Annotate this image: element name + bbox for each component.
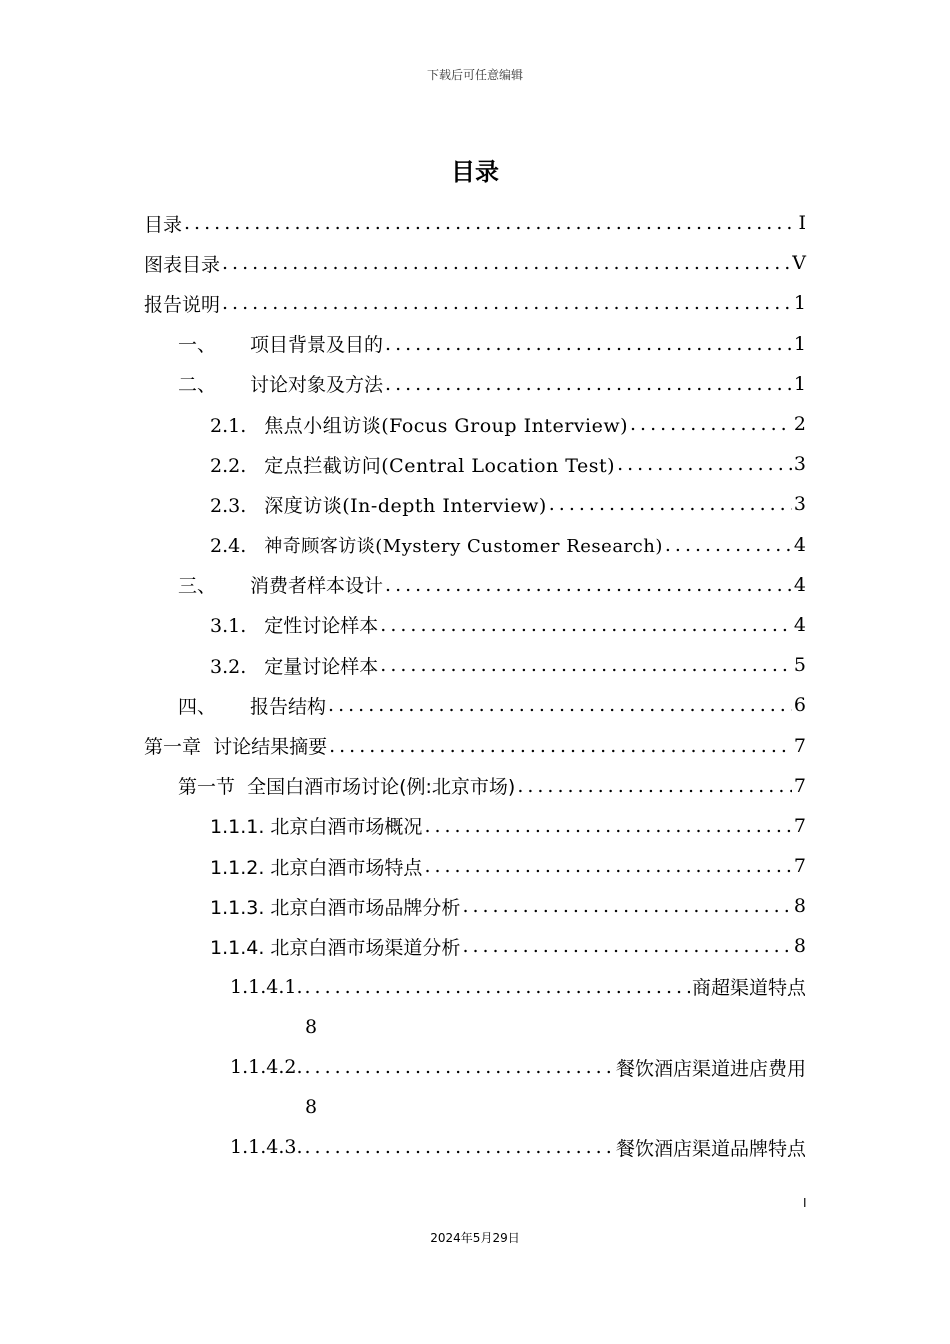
toc-entry-number: 二、: [178, 374, 217, 397]
toc-entry[interactable]: [144, 404, 806, 444]
toc-entry-page: 1: [793, 372, 806, 395]
toc-entry-label: 1.1.3. 北京白酒市场品牌分析: [210, 896, 461, 919]
toc-entry-number: 2.2.: [210, 454, 247, 477]
toc-entry-label: [210, 532, 663, 558]
toc-entry-number: 三、: [178, 575, 217, 598]
toc-entry-page: 3: [793, 493, 806, 516]
leader-dots: [630, 413, 792, 435]
leader-dots: [222, 252, 790, 274]
toc-entry[interactable]: [144, 203, 806, 243]
leader-dots: [222, 292, 792, 314]
toc-entry-page: 4: [793, 533, 806, 556]
toc-entry-text: 消费者样本设计: [250, 575, 384, 598]
toc-entry-label: 目录: [144, 213, 183, 236]
toc-entry-text: 餐饮酒店渠道品牌特点: [615, 1137, 806, 1160]
toc-entry-label: 1.1.2. 北京白酒市场特点: [210, 856, 423, 879]
leader-dots: [328, 694, 792, 716]
leader-dots: [549, 493, 792, 515]
toc-entry-page: 7: [793, 814, 806, 837]
toc-entry-label: [210, 451, 615, 478]
leader-dots: [184, 212, 796, 234]
toc-entry-page-wrapped: 8: [305, 1015, 318, 1038]
leader-dots: [380, 614, 792, 636]
toc-entry[interactable]: [144, 806, 806, 846]
toc-entry-label: [178, 330, 383, 357]
toc-entry-label: 1.1.4. 北京白酒市场渠道分析: [210, 936, 461, 959]
toc-entry-label: [210, 491, 547, 518]
toc-entry[interactable]: [144, 926, 806, 966]
toc-entry-page-wrapped: 8: [305, 1096, 318, 1119]
toc-entry[interactable]: [144, 645, 806, 685]
toc-entry-number: 2.1.: [210, 414, 247, 437]
toc-entry[interactable]: [144, 243, 806, 283]
toc-entry-label: 第一节 全国白酒市场讨论(例:北京市场): [178, 776, 516, 799]
leader-dots: [424, 855, 791, 877]
leader-dots: [305, 976, 690, 998]
leader-dots: [617, 453, 792, 475]
toc-title: 目录: [451, 158, 499, 186]
toc-entry-page: 4: [793, 613, 806, 636]
leader-dots: [462, 935, 791, 957]
toc-entry[interactable]: [144, 685, 806, 725]
leader-dots: [385, 333, 792, 355]
toc-entry-page: 7: [793, 734, 806, 757]
toc-entry-label: 图表目录: [144, 253, 221, 276]
leader-dots: [385, 373, 792, 395]
toc-entry-text: 讨论对象及方法: [250, 374, 384, 397]
toc-entry-number: 1.1.4.3.: [230, 1136, 303, 1159]
toc-entry-page: 8: [793, 895, 806, 918]
toc-entry-label: [210, 652, 378, 679]
toc-entry-number: 一、: [178, 334, 217, 357]
page-footer-date: 2024年5月29日: [430, 1231, 520, 1245]
toc-entry-page: 7: [793, 774, 806, 797]
toc-entry-page: 4: [793, 573, 806, 596]
toc-entry-label: [210, 611, 378, 638]
toc-entry-text: 神奇顾客访谈(Mystery Customer Research): [264, 535, 663, 557]
leader-dots: [665, 534, 792, 556]
toc-entry[interactable]: [144, 525, 806, 565]
toc-entry[interactable]: [144, 1047, 806, 1087]
leader-dots: [380, 654, 792, 676]
toc-entry-number: 3.2.: [210, 655, 247, 678]
toc-entry[interactable]: [144, 846, 806, 886]
toc-entry-page: 5: [793, 654, 806, 677]
toc-entry-text: 深度访谈(In-depth Interview): [264, 494, 547, 517]
toc-entry-page: 8: [793, 935, 806, 958]
toc-entry-text: 焦点小组访谈(Focus Group Interview): [264, 414, 629, 437]
leader-dots: [329, 735, 792, 757]
leader-dots: [517, 775, 792, 797]
toc-entry-text: 餐饮酒店渠道进店费用: [615, 1057, 806, 1080]
toc-entry-number: 2.4.: [210, 534, 247, 557]
page-number: I: [803, 1196, 807, 1210]
toc-entry-text: 定点拦截访问(Central Location Test): [264, 454, 616, 477]
toc-entry-label: 报告说明: [144, 293, 221, 316]
toc-entry-page: V: [792, 252, 806, 275]
toc-entry-page: 3: [793, 453, 806, 476]
toc-entry[interactable]: [144, 1127, 806, 1167]
table-of-contents: [144, 203, 806, 1168]
toc-entry-text: 项目背景及目的: [250, 334, 384, 357]
toc-entry-label: 1.1.1. 北京白酒市场概况: [210, 816, 423, 839]
toc-entry[interactable]: [144, 484, 806, 524]
leader-dots: [424, 815, 791, 837]
toc-entry-text: 定量讨论样本: [264, 655, 379, 678]
toc-entry-label: [178, 692, 326, 719]
toc-entry-number: 1.1.4.2.: [230, 1056, 303, 1079]
leader-dots: [385, 574, 792, 596]
toc-entry-number: 1.1.4.1.: [230, 975, 303, 998]
toc-entry[interactable]: [144, 565, 806, 605]
leader-dots: [305, 1136, 614, 1158]
toc-entry-number: 2.3.: [210, 494, 247, 517]
toc-entry-text: 商超渠道特点: [691, 977, 806, 1000]
toc-entry-label: [178, 370, 383, 397]
leader-dots: [305, 1056, 614, 1078]
toc-entry[interactable]: [144, 766, 806, 806]
toc-entry[interactable]: [144, 444, 806, 484]
toc-entry-label: [210, 411, 628, 438]
toc-entry-text: 定性讨论样本: [264, 615, 379, 638]
toc-entry[interactable]: [144, 605, 806, 645]
toc-entry[interactable]: [144, 886, 806, 926]
toc-entry-page: 7: [793, 855, 806, 878]
toc-entry-page: 2: [793, 413, 806, 436]
toc-entry-page: I: [798, 212, 806, 235]
page-header: 下载后可任意编辑: [426, 68, 523, 82]
toc-entry[interactable]: [144, 283, 806, 323]
toc-entry-number: 3.1.: [210, 615, 247, 638]
toc-entry[interactable]: [144, 725, 806, 765]
toc-entry-label: [178, 571, 383, 598]
toc-entry-number: 四、: [178, 695, 217, 718]
toc-entry[interactable]: [144, 364, 806, 404]
leader-dots: [462, 895, 791, 917]
toc-entry-label: 第一章 讨论结果摘要: [144, 736, 328, 759]
toc-entry-page: 6: [793, 694, 806, 717]
toc-entry-text: 报告结构: [250, 695, 327, 718]
toc-entry[interactable]: [144, 967, 806, 1007]
toc-entry-page: 1: [793, 292, 806, 315]
toc-entry-page: 1: [793, 332, 806, 355]
toc-entry[interactable]: [144, 324, 806, 364]
